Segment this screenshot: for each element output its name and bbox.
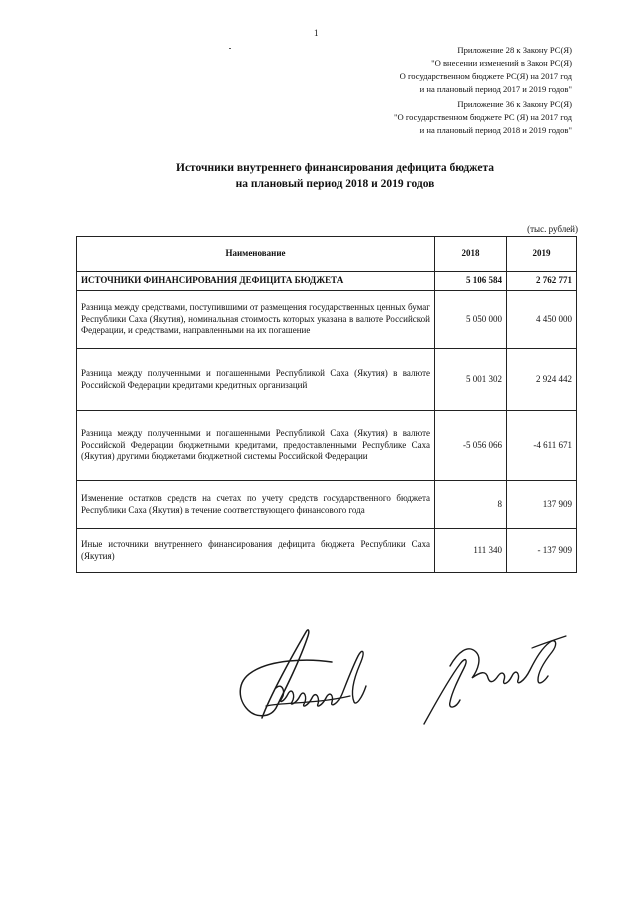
row-2019: 137 909 — [507, 481, 577, 529]
units-note: (тыс. рублей) — [527, 224, 578, 234]
appendix-36-line-1: Приложение 36 к Закону РС(Я) — [457, 99, 572, 109]
title-line-1: Источники внутреннего финансирования дефицита бюджета — [176, 162, 494, 174]
table-row — [77, 411, 577, 481]
total-2019: 2 762 771 — [507, 272, 577, 291]
row-name: Изменение остатков средств на счетах по учету средств государственного бюджета Республики Саха (Якутия) в течение соответствующего финансового года — [77, 481, 435, 529]
appendix-36-line-3: и на плановый период 2018 и 2019 годов" — [419, 125, 572, 135]
table-row — [77, 349, 577, 411]
row-2019: -4 611 671 — [507, 411, 577, 481]
row-name: Иные источники внутреннего финансирования дефицита бюджета Республики Саха (Якутия) — [77, 529, 435, 573]
header-2019: 2019 — [507, 237, 577, 272]
appendix-28-line-1: Приложение 28 к Закону РС(Я) — [457, 45, 572, 55]
signature-right — [420, 626, 570, 726]
appendix-36-header — [394, 98, 572, 137]
scan-speck — [229, 48, 231, 49]
table-row — [77, 481, 577, 529]
title-line-2: на плановый период 2018 и 2019 годов — [235, 178, 435, 190]
appendix-28-line-4: и на плановый период 2017 и 2019 годов" — [419, 84, 572, 94]
row-2018: 5 050 000 — [435, 291, 507, 349]
header-2018: 2018 — [435, 237, 507, 272]
total-row — [77, 272, 577, 291]
row-name: Разница между полученными и погашенными Республикой Саха (Якутия) в валюте Российской Федерации бюджетными кредитами, предоставленными Республике Саха (Якутия) другими бюджетами бюджетной системы Российской Федерации — [77, 411, 435, 481]
document-title — [100, 160, 570, 192]
appendix-28-line-3: О государственном бюджете РС(Я) на 2017 год — [399, 71, 572, 81]
row-2019: 2 924 442 — [507, 349, 577, 411]
page-number: 1 — [314, 28, 319, 38]
financing-sources-table — [76, 236, 577, 573]
total-name: ИСТОЧНИКИ ФИНАНСИРОВАНИЯ ДЕФИЦИТА БЮДЖЕТА — [77, 272, 435, 291]
appendix-28-line-2: "О внесении изменений в Закон РС(Я) — [431, 58, 572, 68]
appendix-36-line-2: "О государственном бюджете РС (Я) на 2017 год — [393, 112, 572, 122]
row-2019: 4 450 000 — [507, 291, 577, 349]
total-2018: 5 106 584 — [435, 272, 507, 291]
appendix-28-header — [400, 44, 572, 96]
row-2019: - 137 909 — [507, 529, 577, 573]
table-row — [77, 291, 577, 349]
row-name: Разница между средствами, поступившими от размещения государственных ценных бумаг Республики Саха (Якутия), номинальная стоимость которых указана в валюте Российской Федерации, и средствами, направленными на их погашение — [77, 291, 435, 349]
row-2018: 111 340 — [435, 529, 507, 573]
row-2018: 5 001 302 — [435, 349, 507, 411]
row-2018: 8 — [435, 481, 507, 529]
table-header-row — [77, 237, 577, 272]
signature-left — [226, 626, 376, 726]
header-name: Наименование — [77, 237, 435, 272]
row-name: Разница между полученными и погашенными Республикой Саха (Якутия) в валюте Российской Федерации кредитами кредитных организаций — [77, 349, 435, 411]
table-row — [77, 529, 577, 573]
row-2018: -5 056 066 — [435, 411, 507, 481]
